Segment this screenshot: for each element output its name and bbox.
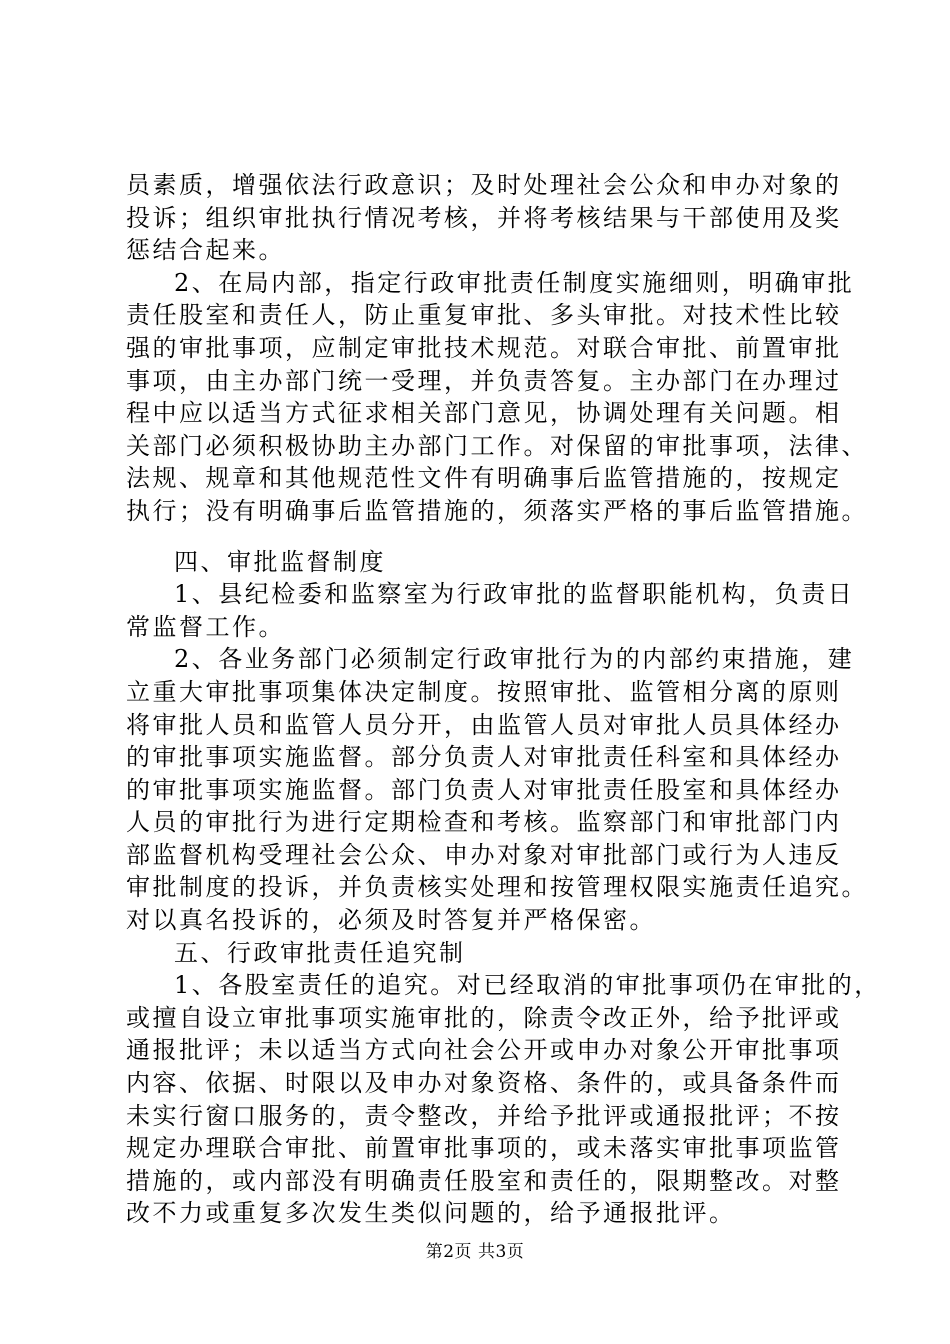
- paragraph-line: 事项，由主办部门统一受理，并负责答复。主办部门在办理过: [126, 366, 842, 395]
- paragraph-line: 常监督工作。: [126, 612, 285, 641]
- paragraph-line: 责任股室和责任人，防止重复审批、多头审批。对技术性比较: [126, 301, 842, 330]
- paragraph-line: 对以真名投诉的，必须及时答复并严格保密。: [126, 906, 656, 935]
- paragraph-line: 通报批评；未以适当方式向社会公开或申办对象公开审批事项: [126, 1036, 842, 1065]
- paragraph-line: 执行；没有明确事后监管措施的，须落实严格的事后监管措施。: [126, 496, 868, 525]
- paragraph-line: 法规、规章和其他规范性文件有明确事后监管措施的，按规定: [126, 464, 842, 493]
- paragraph-line: 关部门必须积极协助主办部门工作。对保留的审批事项，法律、: [126, 431, 868, 460]
- paragraph-line: 1、各股室责任的追究。对已经取消的审批事项仍在审批的，: [174, 971, 881, 1000]
- page-number-footer: 第2页 共3页: [425, 1242, 525, 1262]
- paragraph-line: 或擅自设立审批事项实施审批的，除责令改正外，给予批评或: [126, 1003, 842, 1032]
- paragraph-line: 2、在局内部，指定行政审批责任制度实施细则，明确审批: [174, 268, 855, 297]
- section-heading: 五、行政审批责任追究制: [174, 938, 466, 967]
- paragraph-line: 的审批事项实施监督。部门负责人对审批责任股室和具体经办: [126, 775, 842, 804]
- section-heading: 四、审批监督制度: [174, 547, 386, 576]
- paragraph-line: 投诉；组织审批执行情况考核，并将考核结果与干部使用及奖: [126, 203, 842, 232]
- paragraph-line: 的审批事项实施监督。部分负责人对审批责任科室和具体经办: [126, 743, 842, 772]
- section-gap: [126, 528, 846, 546]
- paragraph-line: 未实行窗口服务的，责令整改，并给予批评或通报批评；不按: [126, 1101, 842, 1130]
- paragraph-line: 将审批人员和监管人员分开，由监管人员对审批人员具体经办: [126, 710, 842, 739]
- paragraph-line: 1、县纪检委和监察室为行政审批的监督职能机构，负责日: [174, 580, 855, 609]
- paragraph-line: 改不力或重复多次发生类似问题的，给予通报批评。: [126, 1199, 736, 1228]
- document-body: [126, 169, 881, 1230]
- paragraph-line: 惩结合起来。: [126, 236, 285, 265]
- paragraph-line: 立重大审批事项集体决定制度。按照审批、监管相分离的原则: [126, 677, 842, 706]
- paragraph-line: 2、各业务部门必须制定行政审批行为的内部约束措施，建: [174, 645, 855, 674]
- paragraph-line: 程中应以适当方式征求相关部门意见，协调处理有关问题。相: [126, 399, 842, 428]
- paragraph-line: 强的审批事项，应制定审批技术规范。对联合审批、前置审批: [126, 333, 842, 362]
- paragraph-line: 人员的审批行为进行定期检查和考核。监察部门和审批部门内: [126, 808, 842, 837]
- paragraph-line: 内容、依据、时限以及申办对象资格、条件的，或具备条件而: [126, 1069, 842, 1098]
- paragraph-line: 规定办理联合审批、前置审批事项的，或未落实审批事项监管: [126, 1134, 842, 1163]
- paragraph-line: 审批制度的投诉，并负责核实处理和按管理权限实施责任追究。: [126, 873, 868, 902]
- paragraph-line: 措施的，或内部没有明确责任股室和责任的，限期整改。对整: [126, 1166, 842, 1195]
- paragraph-line: 部监督机构受理社会公众、申办对象对审批部门或行为人违反: [126, 840, 842, 869]
- paragraph-line: 员素质，增强依法行政意识；及时处理社会公众和申办对象的: [126, 171, 842, 199]
